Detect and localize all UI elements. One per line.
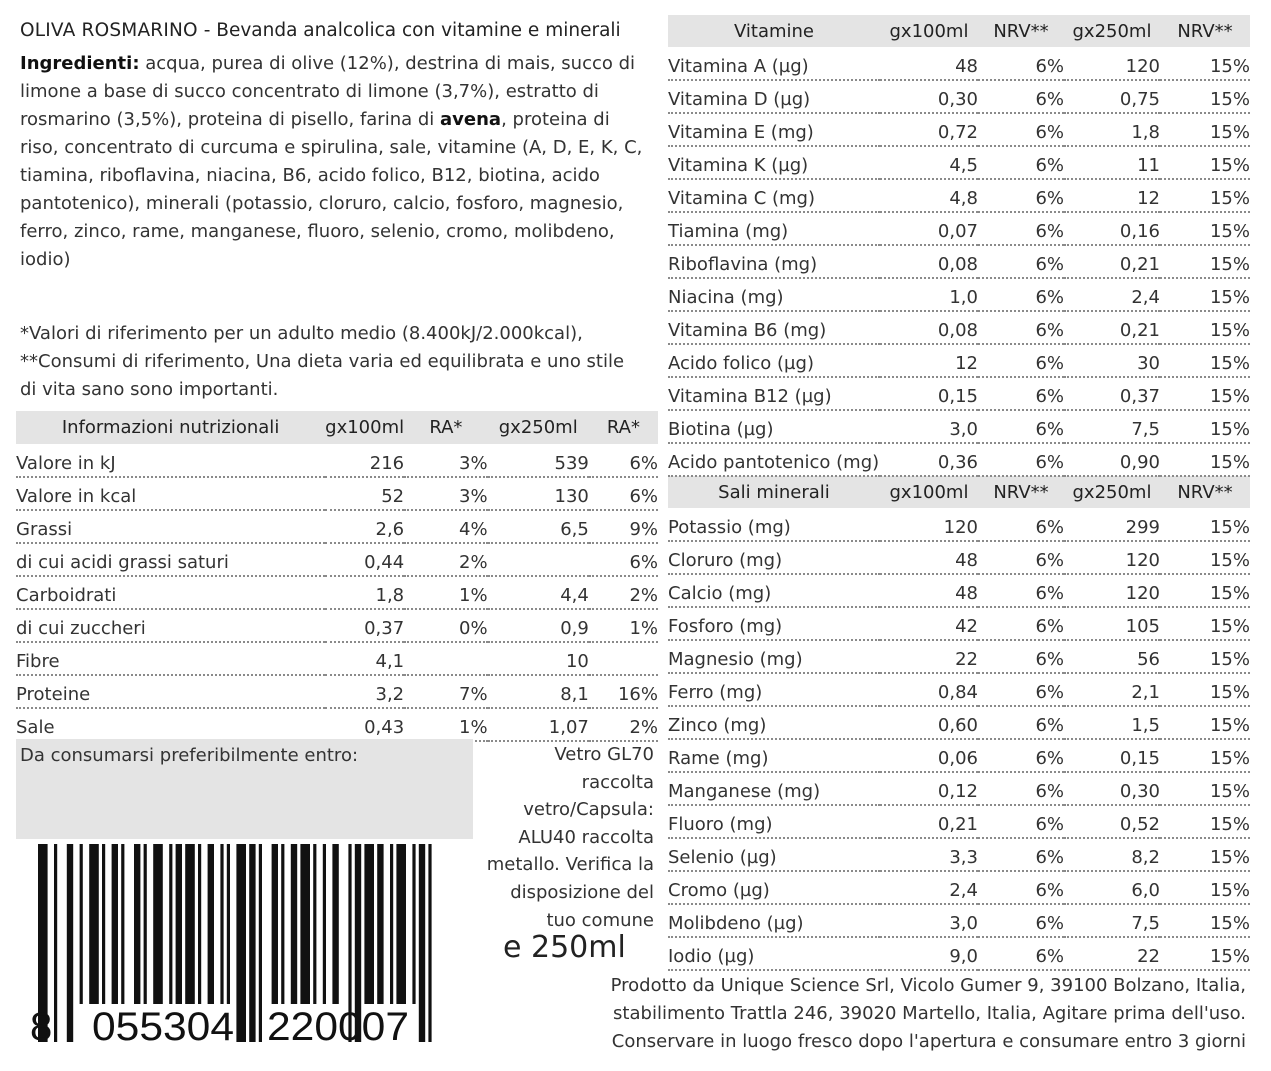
minerals-row-value: 6%: [978, 508, 1064, 541]
minerals-row-value: 6%: [978, 706, 1064, 739]
minerals-row-label: Fluoro (mg): [668, 805, 880, 838]
barcode-bar: [80, 844, 83, 1004]
nutrition-row-value: 3,2: [325, 675, 404, 708]
table-row: [668, 673, 1250, 706]
vitamins-row-value: 15%: [1160, 179, 1250, 212]
nutrition-row-value: 6%: [589, 477, 658, 510]
minerals-row-value: 22: [880, 640, 978, 673]
title-separator: -: [197, 20, 217, 41]
table-row: [668, 706, 1250, 739]
minerals-row-value: 6%: [978, 937, 1064, 970]
product-title: [20, 20, 621, 41]
minerals-row-value: 22: [1064, 937, 1160, 970]
vitamins-header-cell: NRV**: [978, 15, 1064, 47]
vitamins-header-row: [668, 15, 1250, 47]
vitamins-row-label: Vitamina D (µg): [668, 80, 880, 113]
minerals-row-value: 1,5: [1064, 706, 1160, 739]
vitamins-row-value: 30: [1064, 344, 1160, 377]
vitamins-row-value: 0,07: [880, 212, 978, 245]
barcode-bar: [67, 844, 73, 1042]
nutrition-row-label: Fibre: [16, 642, 325, 675]
barcode-bar: [121, 844, 124, 1004]
minerals-row-value: 8,2: [1064, 838, 1160, 871]
note-ra: *Valori di riferimento per un adulto medio (8.400kJ/2.000kcal),: [20, 323, 583, 344]
barcode-bar: [313, 844, 316, 1004]
minerals-row-value: 3,3: [880, 838, 978, 871]
nutrition-row-value: 3%: [404, 444, 487, 477]
vitamins-row-value: 15%: [1160, 278, 1250, 311]
vitamins-row-value: 6%: [978, 410, 1064, 443]
minerals-row-value: 0,06: [880, 739, 978, 772]
minerals-row-value: 15%: [1160, 739, 1250, 772]
nutrition-row-value: 0,44: [325, 543, 404, 576]
vitamins-row-label: Acido pantotenico (mg): [668, 443, 880, 476]
vitamins-header-cell: Vitamine: [668, 15, 880, 47]
barcode-bar: [396, 844, 406, 1004]
table-row: [668, 245, 1250, 278]
minerals-row-label: Ferro (mg): [668, 673, 880, 706]
minerals-row-value: 56: [1064, 640, 1160, 673]
vitamins-row-value: 4,8: [880, 179, 978, 212]
vitamins-row-value: 0,36: [880, 443, 978, 476]
producer-line-2: stabilimento Trattla 246, 39020 Martello, Italia, Agitare prima dell'uso.: [613, 1003, 1246, 1024]
nutrition-row-value: 0,9: [488, 609, 589, 642]
expiry-label: Da consumarsi preferibilmente entro:: [20, 745, 359, 766]
table-row: [16, 609, 658, 642]
vitamins-row-value: 15%: [1160, 410, 1250, 443]
nutrition-row-value: [488, 543, 589, 576]
nutrition-row-value: 1,8: [325, 576, 404, 609]
minerals-header-cell: Sali minerali: [668, 476, 880, 508]
minerals-row-value: 7,5: [1064, 904, 1160, 937]
table-row: [668, 113, 1250, 146]
vitamins-row-value: 0,30: [880, 80, 978, 113]
nutrition-header-cell: RA*: [404, 411, 487, 444]
vitamins-row-value: 120: [1064, 47, 1160, 80]
vitamins-row-value: 1,8: [1064, 113, 1160, 146]
vitamins-row-label: Vitamina B12 (µg): [668, 377, 880, 410]
table-row: [668, 904, 1250, 937]
table-row: [668, 344, 1250, 377]
table-row: [668, 541, 1250, 574]
barcode-bar: [220, 844, 223, 1004]
barcode-bar: [208, 844, 214, 1004]
minerals-row-label: Fosforo (mg): [668, 607, 880, 640]
minerals-row-value: 15%: [1160, 508, 1250, 541]
table-row: [668, 410, 1250, 443]
vitamins-header-cell: NRV**: [1160, 15, 1250, 47]
table-row: [668, 607, 1250, 640]
nutrition-row-value: 130: [488, 477, 589, 510]
vitamins-row-label: Vitamina C (mg): [668, 179, 880, 212]
nutrition-row-label: Carboidrati: [16, 576, 325, 609]
nutrition-row-value: [589, 642, 658, 675]
barcode-bar: [169, 844, 172, 1004]
minerals-row-value: 6%: [978, 574, 1064, 607]
minerals-header-cell: gx100ml: [880, 476, 978, 508]
barcode-bar: [291, 844, 297, 1004]
nutrition-row-value: 52: [325, 477, 404, 510]
minerals-row-value: 3,0: [880, 904, 978, 937]
table-row: [668, 443, 1250, 476]
vitamins-row-value: 0,16: [1064, 212, 1160, 245]
nutrition-row-value: 2,6: [325, 510, 404, 543]
minerals-row-value: 6%: [978, 871, 1064, 904]
vitamins-minerals-table: [668, 15, 1250, 971]
vitamins-row-value: 11: [1064, 146, 1160, 179]
minerals-header-cell: NRV**: [978, 476, 1064, 508]
table-row: [668, 508, 1250, 541]
nutrition-row-label: Grassi: [16, 510, 325, 543]
recycling-info: Vetro GL70 raccolta vetro/Capsula: ALU40 raccolta metallo. Verifica la disposizione del tuo comune: [486, 744, 654, 931]
minerals-row-value: 0,30: [1064, 772, 1160, 805]
table-row: [16, 708, 658, 741]
table-row: [668, 311, 1250, 344]
minerals-row-value: 6%: [978, 607, 1064, 640]
minerals-row-value: 9,0: [880, 937, 978, 970]
vitamins-row-value: 3,0: [880, 410, 978, 443]
vitamins-row-value: 6%: [978, 146, 1064, 179]
vitamins-row-value: 6%: [978, 311, 1064, 344]
nutrition-row-label: Proteine: [16, 675, 325, 708]
barcode-bar: [249, 844, 255, 1042]
table-row: [668, 212, 1250, 245]
minerals-row-value: 6%: [978, 541, 1064, 574]
vitamins-row-label: Riboflavina (mg): [668, 245, 880, 278]
barcode-bar: [390, 844, 393, 1004]
table-row: [668, 574, 1250, 607]
minerals-row-label: Cloruro (mg): [668, 541, 880, 574]
nutrition-row-value: 0%: [404, 609, 487, 642]
vitamins-row-value: 15%: [1160, 113, 1250, 146]
table-row: [16, 543, 658, 576]
minerals-row-value: 6%: [978, 772, 1064, 805]
vitamins-row-value: 6%: [978, 47, 1064, 80]
ingredients-label: Ingredienti:: [20, 53, 140, 74]
nutrition-row-value: 1%: [404, 576, 487, 609]
table-row: [668, 772, 1250, 805]
barcode-left-digits: 055304: [92, 1005, 234, 1049]
vitamins-row-label: Biotina (µg): [668, 410, 880, 443]
nutrition-row-value: 539: [488, 444, 589, 477]
minerals-row-value: 15%: [1160, 673, 1250, 706]
minerals-row-value: 15%: [1160, 805, 1250, 838]
vitamins-row-value: 6%: [978, 443, 1064, 476]
minerals-row-value: 0,60: [880, 706, 978, 739]
barcode-bar: [377, 844, 383, 1004]
nutrition-header-cell: RA*: [589, 411, 658, 444]
vitamins-header-cell: gx100ml: [880, 15, 978, 47]
vitamins-row-value: 6%: [978, 377, 1064, 410]
nutrition-row-value: 16%: [589, 675, 658, 708]
minerals-row-value: 0,52: [1064, 805, 1160, 838]
vitamins-row-value: 15%: [1160, 47, 1250, 80]
nutrition-header-cell: Informazioni nutrizionali: [16, 411, 325, 444]
table-row: [668, 146, 1250, 179]
vitamins-row-label: Vitamina K (µg): [668, 146, 880, 179]
barcode-bar: [176, 844, 182, 1004]
vitamins-header-cell: gx250ml: [1064, 15, 1160, 47]
barcode-bar: [236, 844, 246, 1042]
table-row: [16, 576, 658, 609]
nutrition-row-value: 10: [488, 642, 589, 675]
nutrition-row-value: 4,1: [325, 642, 404, 675]
vitamins-row-value: 6%: [978, 113, 1064, 146]
minerals-row-value: 15%: [1160, 871, 1250, 904]
barcode-bar: [281, 844, 284, 1004]
nutrition-row-value: 2%: [404, 543, 487, 576]
minerals-row-value: 15%: [1160, 640, 1250, 673]
minerals-row-value: 120: [1064, 541, 1160, 574]
ingredients-text-after: , proteina di riso, concentrato di curcuma e spirulina, sale, vitamine (A, D, E, K, C, tiamina, riboflavina, niacina, B6, acido folico, B12, biotina, acido pantotenico), minerali (potassio, cloruro, calcio, fosforo, magnesio, ferro, zinco, rame, manganese, fluoro, selenio, cromo, molibdeno, iodio): [20, 109, 643, 270]
table-row: [668, 838, 1250, 871]
minerals-row-value: 15%: [1160, 937, 1250, 970]
nutrition-header-cell: gx250ml: [488, 411, 589, 444]
vitamins-row-value: 15%: [1160, 245, 1250, 278]
nutrition-row-label: Sale: [16, 708, 325, 741]
vitamins-row-value: 2,4: [1064, 278, 1160, 311]
vitamins-row-value: 6%: [978, 278, 1064, 311]
vitamins-row-value: 6%: [978, 179, 1064, 212]
minerals-row-label: Rame (mg): [668, 739, 880, 772]
barcode-bar: [144, 844, 147, 1004]
barcode-bar: [428, 844, 431, 1042]
nutrition-row-value: 1%: [404, 708, 487, 741]
barcode-first-digit: 8: [30, 1005, 53, 1049]
vitamins-row-label: Acido folico (µg): [668, 344, 880, 377]
minerals-row-value: 48: [880, 574, 978, 607]
table-row: [668, 640, 1250, 673]
product-subtitle: Bevanda analcolica con vitamine e minerali: [216, 20, 621, 41]
minerals-header-cell: NRV**: [1160, 476, 1250, 508]
minerals-row-value: 6,0: [1064, 871, 1160, 904]
barcode-bar: [364, 844, 374, 1004]
minerals-row-value: 6%: [978, 838, 1064, 871]
minerals-row-value: 15%: [1160, 838, 1250, 871]
table-row: [16, 642, 658, 675]
table-row: [668, 871, 1250, 904]
vitamins-row-value: 0,37: [1064, 377, 1160, 410]
nutrition-header-row: [16, 411, 658, 444]
vitamins-row-value: 15%: [1160, 344, 1250, 377]
vitamins-row-value: 12: [880, 344, 978, 377]
ingredients-allergen: avena: [440, 109, 502, 130]
vitamins-row-value: 4,5: [880, 146, 978, 179]
table-row: [668, 377, 1250, 410]
minerals-row-value: 6%: [978, 805, 1064, 838]
nutrition-table: [16, 411, 658, 742]
nutrition-row-value: 9%: [589, 510, 658, 543]
minerals-row-value: 120: [1064, 574, 1160, 607]
nutrition-row-label: Valore in kcal: [16, 477, 325, 510]
nutrition-row-value: 1,07: [488, 708, 589, 741]
vitamins-row-value: 0,08: [880, 245, 978, 278]
volume-mark: e 250ml: [503, 930, 626, 965]
minerals-row-value: 15%: [1160, 574, 1250, 607]
table-row: [668, 805, 1250, 838]
minerals-row-value: 15%: [1160, 607, 1250, 640]
minerals-row-value: 15%: [1160, 541, 1250, 574]
table-row: [668, 739, 1250, 772]
nutrition-row-value: 2%: [589, 708, 658, 741]
vitamins-row-value: 6%: [978, 212, 1064, 245]
vitamins-row-value: 15%: [1160, 311, 1250, 344]
table-row: [668, 179, 1250, 212]
product-name: OLIVA ROSMARINO: [20, 20, 198, 41]
nutrition-row-value: 4%: [404, 510, 487, 543]
minerals-row-label: Magnesio (mg): [668, 640, 880, 673]
note-nrv: **Consumi di riferimento, Una dieta varia ed equilibrata e uno stile di vita sano sono importanti.: [20, 351, 625, 400]
vitamins-row-value: 0,21: [1064, 245, 1160, 278]
minerals-row-value: 2,1: [1064, 673, 1160, 706]
minerals-row-value: 299: [1064, 508, 1160, 541]
nutrition-row-label: Valore in kJ: [16, 444, 325, 477]
nutrition-row-value: 4,4: [488, 576, 589, 609]
vitamins-row-value: 7,5: [1064, 410, 1160, 443]
minerals-row-value: 0,21: [880, 805, 978, 838]
minerals-row-label: Manganese (mg): [668, 772, 880, 805]
nutrition-header-cell: gx100ml: [325, 411, 404, 444]
vitamins-row-value: 1,0: [880, 278, 978, 311]
table-row: [668, 47, 1250, 80]
nutrition-row-label: di cui acidi grassi saturi: [16, 543, 325, 576]
minerals-row-value: 6%: [978, 673, 1064, 706]
barcode: [24, 840, 444, 1070]
minerals-row-value: 6%: [978, 640, 1064, 673]
nutrition-row-value: 8,1: [488, 675, 589, 708]
ingredients-text-before: acqua, purea di olive (12%), destrina di mais, succo di limone a base di succo concentrato di limone (3,7%), estratto di rosmarino (3,5%), proteina di pisello, farina di: [20, 53, 636, 130]
minerals-row-value: 6%: [978, 739, 1064, 772]
minerals-row-value: 105: [1064, 607, 1160, 640]
vitamins-row-label: Vitamina B6 (mg): [668, 311, 880, 344]
minerals-row-label: Zinco (mg): [668, 706, 880, 739]
ingredients-block: [20, 50, 645, 274]
minerals-row-value: 42: [880, 607, 978, 640]
vitamins-row-value: 15%: [1160, 443, 1250, 476]
table-row: [668, 937, 1250, 970]
expiry-box: [16, 739, 473, 839]
vitamins-row-value: 0,15: [880, 377, 978, 410]
nutrition-row-value: 0,43: [325, 708, 404, 741]
vitamins-row-value: 0,75: [1064, 80, 1160, 113]
table-row: [16, 477, 658, 510]
minerals-row-value: 48: [880, 541, 978, 574]
nutrition-row-value: 0,37: [325, 609, 404, 642]
table-row: [16, 675, 658, 708]
barcode-bar: [112, 844, 118, 1004]
minerals-row-label: Selenio (µg): [668, 838, 880, 871]
vitamins-row-label: Vitamina E (mg): [668, 113, 880, 146]
nutrition-row-value: 6%: [589, 543, 658, 576]
vitamins-row-value: 6%: [978, 344, 1064, 377]
minerals-row-value: 0,15: [1064, 739, 1160, 772]
vitamins-row-label: Niacina (mg): [668, 278, 880, 311]
barcode-bar: [185, 844, 195, 1004]
nutrition-row-label: di cui zuccheri: [16, 609, 325, 642]
minerals-row-value: 0,12: [880, 772, 978, 805]
vitamins-row-value: 0,08: [880, 311, 978, 344]
reference-notes: [20, 320, 645, 404]
barcode-bar: [89, 844, 99, 1004]
barcode-bar: [332, 844, 338, 1004]
minerals-row-value: 15%: [1160, 706, 1250, 739]
barcode-bar: [272, 844, 278, 1004]
minerals-row-value: 120: [880, 508, 978, 541]
nutrition-row-value: 2%: [589, 576, 658, 609]
barcode-bar: [419, 844, 425, 1042]
table-row: [668, 278, 1250, 311]
minerals-row-value: 6%: [978, 904, 1064, 937]
nutrition-row-value: 1%: [589, 609, 658, 642]
minerals-row-label: Cromo (µg): [668, 871, 880, 904]
barcode-bar: [227, 844, 230, 1004]
nutrition-row-value: [404, 642, 487, 675]
minerals-row-value: 2,4: [880, 871, 978, 904]
table-row: [668, 80, 1250, 113]
producer-info: [600, 972, 1246, 1056]
nutrition-row-value: 6,5: [488, 510, 589, 543]
barcode-bar: [153, 844, 163, 1004]
producer-line-3: Conservare in luogo fresco dopo l'apertura e consumare entro 3 giorni: [611, 1031, 1246, 1052]
minerals-row-label: Calcio (mg): [668, 574, 880, 607]
vitamins-row-value: 15%: [1160, 146, 1250, 179]
barcode-bar: [198, 844, 201, 1004]
minerals-row-value: 15%: [1160, 904, 1250, 937]
barcode-bar: [54, 844, 57, 1042]
nutrition-row-value: 3%: [404, 477, 487, 510]
minerals-row-value: 15%: [1160, 772, 1250, 805]
vitamins-row-value: 6%: [978, 80, 1064, 113]
vitamins-row-value: 12: [1064, 179, 1160, 212]
barcode-bar: [102, 844, 105, 1004]
producer-line-1: Prodotto da Unique Science Srl, Vicolo Gumer 9, 39100 Bolzano, Italia,: [610, 975, 1246, 996]
nutrition-row-value: 216: [325, 444, 404, 477]
barcode-bar: [323, 844, 326, 1004]
barcode-bar: [300, 844, 310, 1004]
vitamins-row-label: Tiamina (mg): [668, 212, 880, 245]
minerals-row-label: Molibdeno (µg): [668, 904, 880, 937]
minerals-header-row: [668, 476, 1250, 508]
vitamins-row-value: 0,21: [1064, 311, 1160, 344]
vitamins-row-value: 0,90: [1064, 443, 1160, 476]
vitamins-row-label: Vitamina A (µg): [668, 47, 880, 80]
table-row: [16, 444, 658, 477]
vitamins-row-value: 15%: [1160, 377, 1250, 410]
nutrition-row-value: 7%: [404, 675, 487, 708]
vitamins-row-value: 15%: [1160, 212, 1250, 245]
minerals-row-label: Iodio (µg): [668, 937, 880, 970]
minerals-row-label: Potassio (mg): [668, 508, 880, 541]
minerals-header-cell: gx250ml: [1064, 476, 1160, 508]
vitamins-row-value: 48: [880, 47, 978, 80]
barcode-bar: [259, 844, 262, 1042]
vitamins-row-value: 6%: [978, 245, 1064, 278]
barcode-bar: [412, 844, 415, 1004]
nutrition-row-value: 6%: [589, 444, 658, 477]
vitamins-row-value: 15%: [1160, 80, 1250, 113]
minerals-row-value: 0,84: [880, 673, 978, 706]
table-row: [16, 510, 658, 543]
barcode-bar: [134, 844, 140, 1004]
vitamins-row-value: 0,72: [880, 113, 978, 146]
barcode-right-digits: 220007: [267, 1005, 409, 1049]
